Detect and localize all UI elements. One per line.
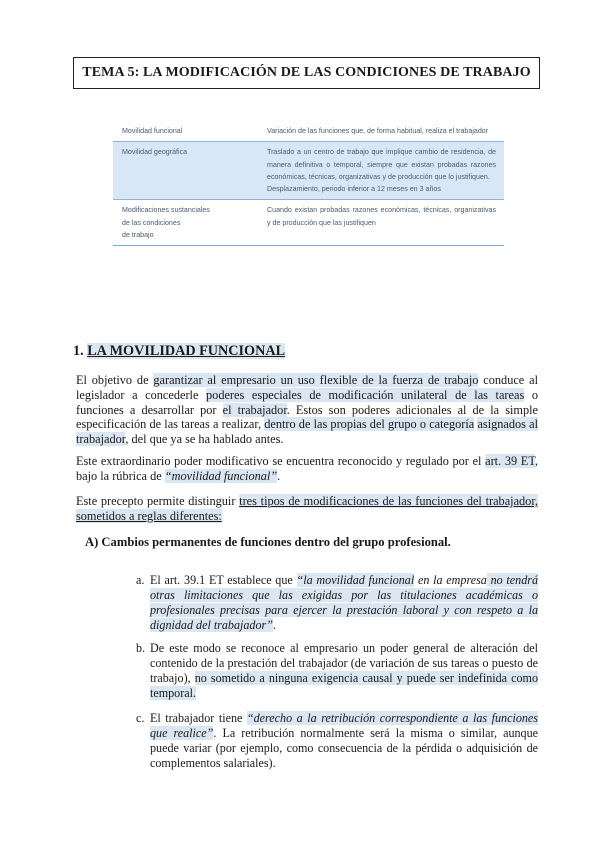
highlight: garantizar al empresario un uso flexible de la fuerza de trabajo xyxy=(153,373,479,387)
document-title: TEMA 5: LA MODIFICACIÓN DE LAS CONDICIONES DE TRABAJO xyxy=(73,57,540,89)
label-line: Modificaciones sustanciales xyxy=(122,206,210,215)
list-marker: b. xyxy=(136,641,146,655)
paragraph-tipos xyxy=(76,494,538,524)
text: , del que ya se ha hablado antes. xyxy=(125,432,284,447)
highlight: el trabajador xyxy=(222,402,287,417)
text: El art. 39.1 ET establece que xyxy=(150,573,297,587)
text: De este modo se reconoce al empresario un poder general de alteración del contenido de la prestación del trabajador (de variación de sus tareas o puesto de trabajo), xyxy=(150,641,538,685)
table-row xyxy=(113,121,504,142)
highlight: “movilidad funcional” xyxy=(164,468,278,483)
section-number: 1. xyxy=(73,343,84,359)
section-title: LA MOVILIDAD FUNCIONAL xyxy=(87,343,286,359)
list-marker: a. xyxy=(136,573,145,587)
description-text: Traslado a un centro de trabajo que implique cambio de residencia, de manera definitiva o temporal, siempre que existan probadas razones económicas, técnicas, organizativas y de producción que lo justifiquen. xyxy=(267,148,496,181)
table-row xyxy=(113,200,504,246)
table-cell-description: Cuando existan probadas razones económicas, técnicas, organizativas y de producción que las justifiquen xyxy=(267,206,496,227)
text: conduce al legislador a concederle xyxy=(76,373,538,402)
text: . xyxy=(277,468,281,483)
highlight: asignados al trabajador xyxy=(76,417,539,447)
table-cell-label: Movilidad funcional xyxy=(122,127,183,135)
description-extra: Desplazamiento, periodo inferior a 12 meses en 3 años xyxy=(267,185,441,194)
text: Este precepto permite distinguir xyxy=(76,494,240,508)
highlight: dentro de las propias del grupo o categoría xyxy=(264,417,475,432)
list-item xyxy=(136,573,538,633)
table-cell-description xyxy=(259,142,504,200)
list-item xyxy=(136,711,538,771)
highlight: no tendrá otras limitaciones que las exigidas por las titulaciones académicas o profesionales precisas para ejercer la prestación laboral y con respeto a la dignidad del trabajador” xyxy=(150,573,538,632)
summary-table xyxy=(113,121,504,246)
highlight: no sometido a ninguna exigencia causal y puede ser indefinida como temporal. xyxy=(150,671,538,700)
table-cell-label: Movilidad geográfica xyxy=(122,148,188,157)
list-item xyxy=(136,641,538,701)
text: Este extraordinario poder modificativo se encuentra reconocido y regulado por el xyxy=(76,454,486,468)
label-line: de las condiciones xyxy=(122,218,181,227)
text: . Estos son poderes adicionales al de la simple especificación de las tareas a realizar, xyxy=(76,402,538,432)
list-marker: c. xyxy=(136,711,145,725)
text: . La retribución normalmente será la misma o similar, aunque puede variar (por ejemplo, como consecuencia de la pérdida o adquisición de complementos salariales). xyxy=(150,726,538,770)
text: El trabajador tiene xyxy=(150,711,247,725)
highlight: “la movilidad funcional xyxy=(296,573,415,587)
text: , bajo la rúbrica de xyxy=(76,454,538,483)
highlight: poderes especiales de modificación unilateral de las tareas xyxy=(206,387,525,402)
text: o funciones a desarrollar por xyxy=(76,387,538,417)
paragraph-art39 xyxy=(76,454,538,484)
paragraph-objetivo xyxy=(76,373,538,447)
table-cell-description: Variación de las funciones que, de forma habitual, realiza el trabajador xyxy=(267,127,489,135)
section-heading xyxy=(73,343,285,360)
subheading-a: A) Cambios permanentes de funciones dentro del grupo profesional. xyxy=(85,535,451,549)
highlight: tres tipos de modificaciones de las funciones del trabajador, sometidos a reglas diferentes: xyxy=(76,494,539,523)
text: . xyxy=(272,618,276,632)
text: El objetivo de xyxy=(76,373,154,387)
highlight: art. 39 ET xyxy=(485,454,535,468)
table-row xyxy=(113,142,504,200)
quote: en la empresa xyxy=(414,573,487,587)
table-cell-label xyxy=(113,200,259,246)
label-line: de trabajo xyxy=(122,231,154,240)
highlight: “derecho a la retribución correspondiente a las funciones que realice” xyxy=(150,711,539,740)
